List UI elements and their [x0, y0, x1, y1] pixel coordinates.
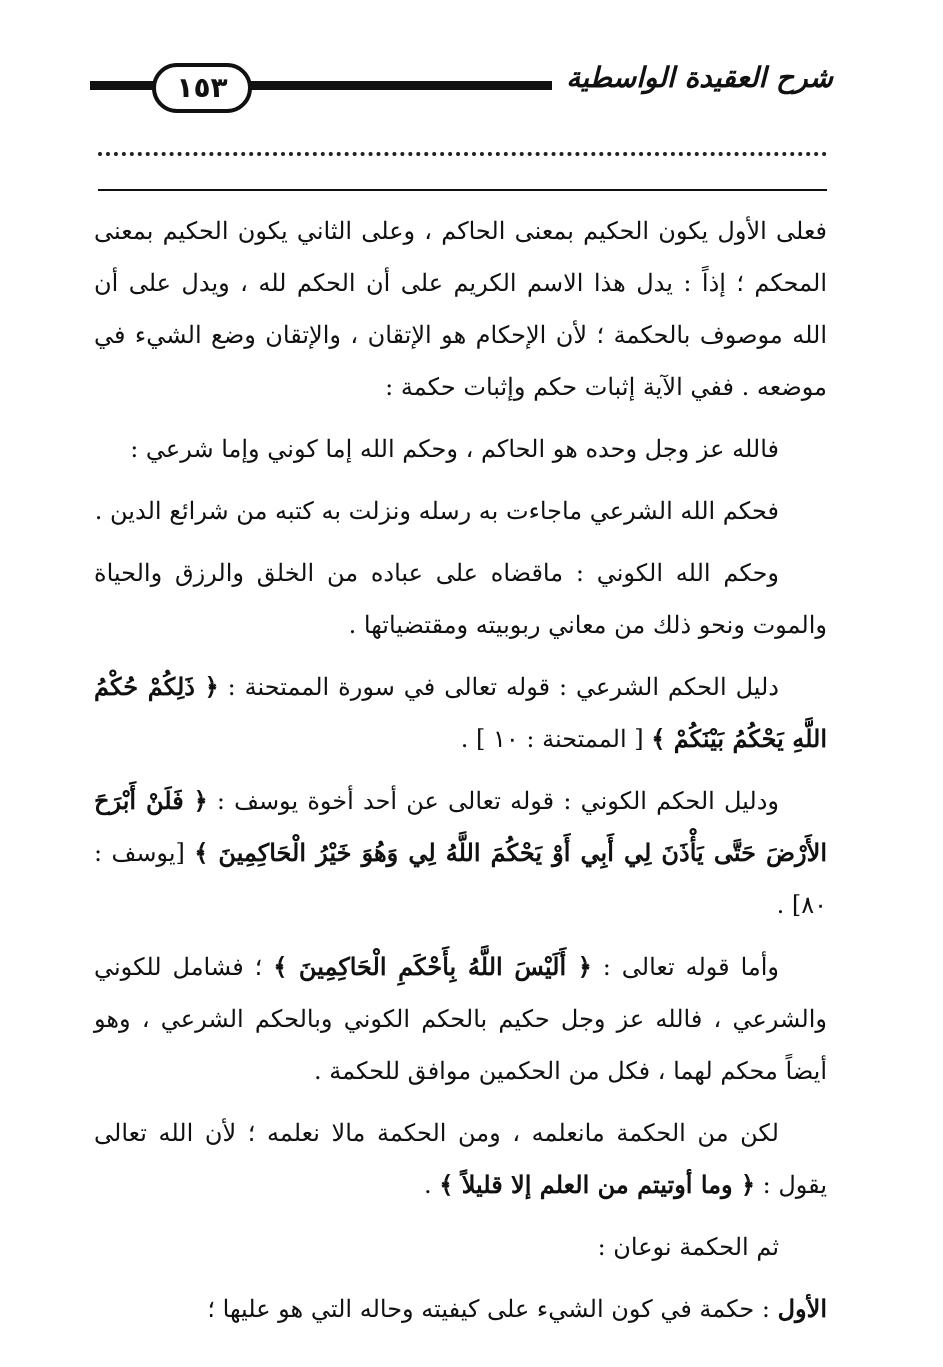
quran-verse: ﴿ وما أوتيتم من العلم إلا قليلاً ﴾ [439, 1170, 755, 1199]
paragraph-4: وحكم الله الكوني : ماقضاه على عباده من الخلق والرزق والحياة والموت ونحو ذلك من معاني ربوبيته ومقتضياتها . [94, 559, 827, 639]
paragraph-7: وأما قوله تعالى : ﴿ أَلَيْسَ اللَّهُ بِأَحْكَمِ الْحَاكِمِينَ ﴾ ؛ فشامل للكوني والشرعي ، فالله عز وجل حكيم بالحكم الكوني وبالحكم الشرعي ، وهو أيضاً محكم لهما ، فكل من الحكمين موافق للحكمة . [94, 952, 828, 1085]
quran-verse: ﴿ فَلَنْ أَبْرَحَ الأَرْضَ حَتَّى يَأْذَنَ لِي أَبِي أَوْ يَحْكُمَ اللَّهُ لِي وَهُوَ خَيْرُ الْحَاكِمِينَ ﴾ [94, 786, 827, 867]
quran-verse: ﴿ ذَلِكُمْ حُكْمُ اللَّهِ يَحْكُمُ بَيْنَكُمْ ﴾ [94, 672, 827, 753]
paragraph-2: فالله عز وجل وحده هو الحاكم ، وحكم الله إما كوني وإما شرعي : [130, 435, 779, 463]
quran-verse: ﴿ أَلَيْسَ اللَّهُ بِأَحْكَمِ الْحَاكِمِينَ ﴾ [273, 952, 592, 981]
page-number: ١٥٣ [152, 63, 252, 113]
page-header [90, 55, 833, 115]
content-divider [98, 189, 827, 191]
paragraph-10: الأول : حكمة في كون الشيء على كيفيته وحاله التي هو عليها ؛ [207, 1294, 827, 1323]
paragraph-1: فعلى الأول يكون الحكيم بمعنى الحاكم ، وعلى الثاني يكون الحكيم بمعنى المحكم ؛ إذاً : يدل هذا الاسم الكريم على أن الحكم لله ، ويدل على أن الله موصوف بالحكمة ؛ لأن الإحكام هو الإتقان ، والإتقان وضع الشيء في موضعه . ففي الآية إثبات حكم وإثبات حكمة : [94, 217, 827, 401]
list-label: الأول [777, 1294, 827, 1323]
paragraph-6: ودليل الحكم الكوني : قوله تعالى عن أحد أخوة يوسف : ﴿ فَلَنْ أَبْرَحَ الأَرْضَ حَتَّى يَأْذَنَ لِي أَبِي أَوْ يَحْكُمَ اللَّهُ لِي وَهُوَ خَيْرُ الْحَاكِمِينَ ﴾ [يوسف : ٨٠] . [94, 786, 827, 919]
paragraph-3: فحكم الله الشرعي ماجاءت به رسله ونزلت به كتبه من شرائع الدين . [94, 497, 779, 525]
book-title: شرح العقيدة الواسطية [552, 61, 833, 94]
page-body [94, 205, 827, 1327]
paragraph-8: لكن من الحكمة مانعلمه ، ومن الحكمة مالا نعلمه ؛ لأن الله تعالى يقول : ﴿ وما أوتيتم من العلم إلا قليلاً ﴾ . [94, 1119, 827, 1199]
paragraph-9: ثم الحكمة نوعان : [597, 1233, 779, 1261]
paragraph-5: دليل الحكم الشرعي : قوله تعالى في سورة الممتحنة : ﴿ ذَلِكُمْ حُكْمُ اللَّهِ يَحْكُمُ بَيْنَكُمْ ﴾ [ الممتحنة : ١٠ ] . [94, 672, 827, 753]
dotted-divider [98, 140, 827, 156]
